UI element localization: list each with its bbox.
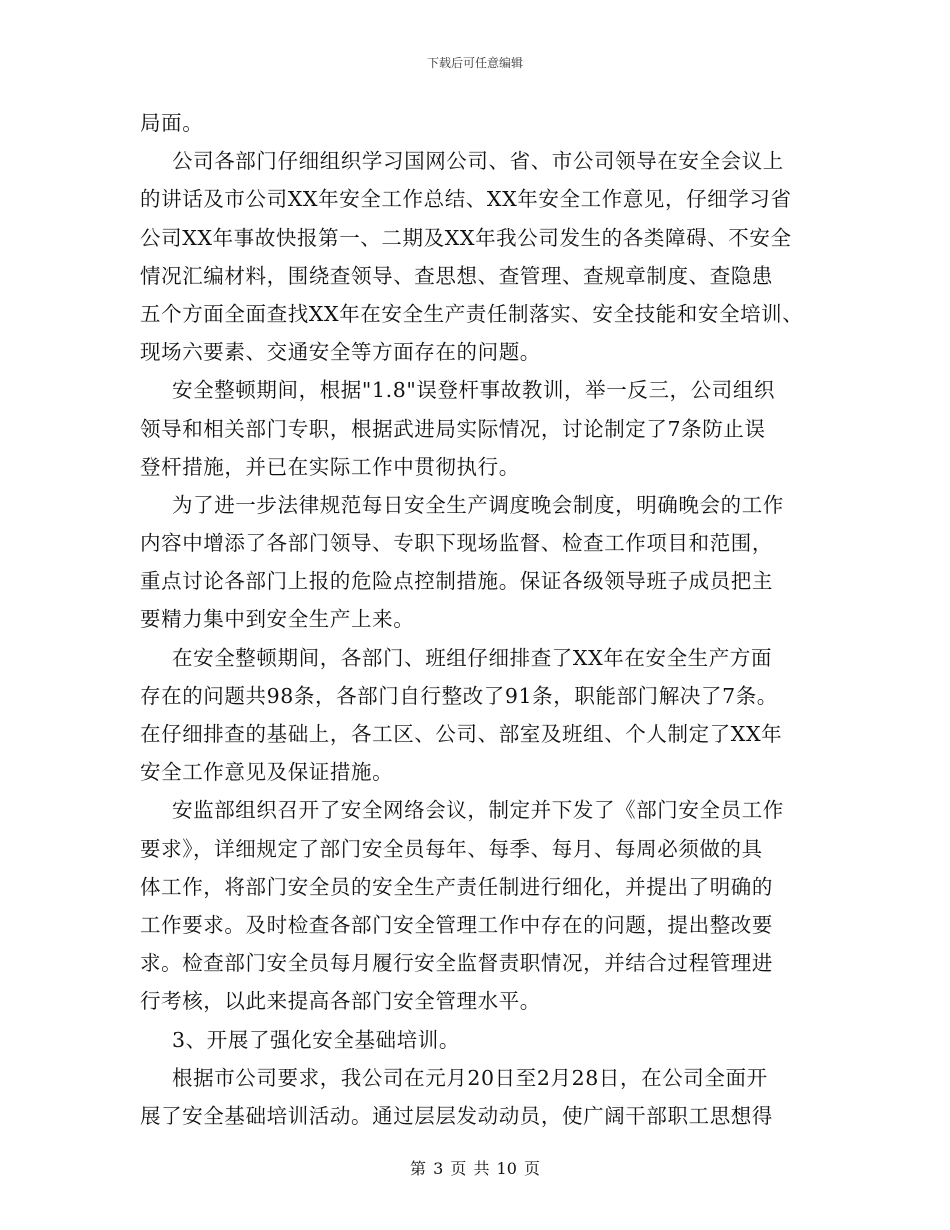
text-line: 在仔细排查的基础上，各工区、公司、部室及班组、个人制定了XX年 (140, 722, 783, 746)
text-line: 要求》，详细规定了部门安全员每年、每季、每月、每周必须做的具 (140, 836, 763, 861)
text-line: 行考核，以此来提高各部门安全管理水平。 (140, 989, 541, 1014)
text-line: 内容中增添了各部门领导、专职下现场监督、检查工作项目和范围， (140, 531, 773, 556)
text-line: 体工作，将部门安全员的安全生产责任制进行细化，并提出了明确的 (140, 874, 773, 899)
text-line: 公司各部门仔细组织学习国网公司、省、市公司领导在安全会议上 (172, 149, 784, 174)
text-line: 在安全整顿期间，各部门、班组仔细排查了XX年在安全生产方面 (172, 645, 773, 670)
text-line: 安监部组织召开了安全网络会议，制定并下发了《部门安全员工作 (172, 798, 784, 823)
text-line: 根据市公司要求，我公司在元月20日至2月28日，在公司全面开 (172, 1065, 768, 1090)
document-body (140, 104, 820, 1135)
text-line: 求。检查部门安全员每月履行安全监督责职情况，并结合过程管理进 (140, 951, 773, 976)
text-line: 五个方面全面查找XX年在安全生产责任制落实、安全技能和安全培训、 (140, 301, 804, 326)
section-heading: 3、开展了强化安全基础培训。 (172, 1027, 460, 1052)
page-footer: 第 3 页 共 10 页 (410, 1159, 540, 1178)
text-line: 安全整顿期间，根据"1.8"误登杆事故教训，举一反三，公司组织 (172, 378, 776, 403)
text-line: 公司XX年事故快报第一、二期及XX年我公司发生的各类障碍、不安全 (140, 225, 792, 250)
text-line: 存在的问题共98条，各部门自行整改了91条，职能部门解决了7条。 (140, 683, 778, 708)
text-line: 的讲话及市公司XX年安全工作总结、XX年安全工作意见，仔细学习省 (140, 187, 792, 212)
text-line: 现场六要素、交通安全等方面存在的问题。 (140, 340, 541, 365)
text-line: 登杆措施，并已在实际工作中贯彻执行。 (140, 454, 520, 479)
text-line: 要精力集中到安全生产上来。 (140, 607, 415, 632)
text-line: 领导和相关部门专职，根据武进局实际情况，讨论制定了7条防止误 (140, 416, 766, 441)
page-header: 下载后可任意编辑 (426, 56, 523, 70)
text-line: 局面。 (140, 111, 204, 135)
text-line: 安全工作意见及保证措施。 (140, 760, 394, 785)
text-line: 情况汇编材料，围绕查领导、查思想、查管理、查规章制度、查隐患 (140, 263, 773, 288)
text-line: 为了进一步法律规范每日安全生产调度晚会制度，明确晚会的工作 (172, 492, 784, 517)
text-line: 重点讨论各部门上报的危险点控制措施。保证各级领导班子成员把主 (140, 569, 773, 594)
text-line: 工作要求。及时检查各部门安全管理工作中存在的问题，提出整改要 (140, 912, 773, 937)
text-line: 展了安全基础培训活动。通过层层发动动员，使广阔干部职工思想得 (140, 1103, 773, 1128)
